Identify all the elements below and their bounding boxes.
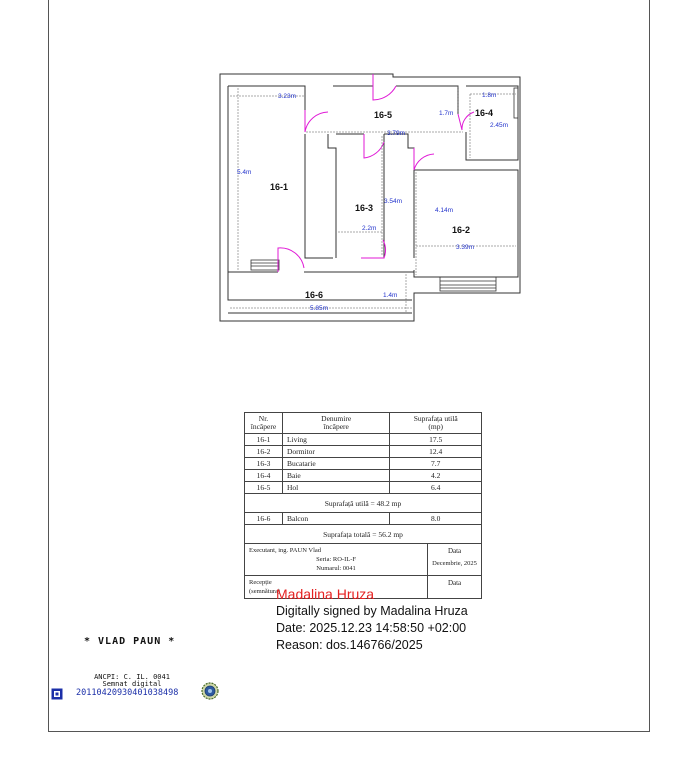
dim-bedroom-width: 3.39m [456,244,475,251]
row-nr: 16-1 [245,434,283,446]
receptie-line1: Recepție [249,579,272,586]
row-name: Baie [282,470,389,482]
row-name: Hol [282,482,389,494]
useful-total-row [245,494,482,513]
living-kitchen-wall [305,134,333,258]
dim-hall-width: 3.79m [387,130,406,137]
floor-plan [218,72,522,324]
table-row [245,446,482,458]
hall-top-wall [333,86,373,94]
balcony-door-living [278,248,304,272]
executant-cell [245,544,428,576]
executant-data-value: Decembrie, 2025 [432,560,477,567]
signature-line-1: Digitally signed by Madalina Hruza [276,604,468,618]
row-nr: 16-4 [245,470,283,482]
receptie-data-cell [428,576,482,599]
signature-reason: Reason: dos.146766/2025 [276,638,423,652]
table-row [245,434,482,446]
executant-line3: Numarul: 0041 [316,565,356,572]
row-name: Dormitor [282,446,389,458]
bedroom-walls [414,170,518,277]
row-name: Bucatarie [282,458,389,470]
row-nr: 16-5 [245,482,283,494]
table-row [245,470,482,482]
signer-name: Madalina Hruza [276,586,375,602]
dim-bedroom-height: 4.14m [435,207,454,214]
living-inner-wall [228,86,278,272]
signed-digital-line: Semnat digital [102,680,162,688]
stamp-name: * VLAD PAUN * [84,636,176,647]
dim-bath-height: 2.45m [490,122,509,129]
signature-date: Date: 2025.12.23 14:58:50 +02:00 [276,621,467,635]
header-area [390,413,482,434]
area-table [244,412,482,599]
header-nr [245,413,283,434]
kitchen-door [364,134,384,158]
header-area-text: Suprafața utilă (mp) [413,414,458,431]
row-name: Living [282,434,389,446]
dim-kitchen-height: 3.54m [384,198,403,205]
kitchen-right-wall [384,134,414,258]
receptie-line2: (semnătura) [249,588,281,595]
room-label-16-4: 16-4 [475,108,494,118]
room-label-16-5: 16-5 [374,110,393,120]
receptie-data-label: Data [447,579,462,587]
row-area: 8.0 [390,513,482,525]
table-row [245,482,482,494]
table-row [245,458,482,470]
header-nr-text: Nr. încăpere [250,414,277,431]
executant-data-label: Data [447,547,462,555]
dim-living-height: 5.4m [237,169,252,176]
room-label-16-2: 16-2 [452,225,471,235]
executant-line1: Executant, ing. PAUN Vlad [249,547,322,554]
row-nr: 16-2 [245,446,283,458]
row-name: Balcon [282,513,389,525]
row-area: 7.7 [390,458,482,470]
row-area: 17.5 [390,434,482,446]
certificate-square-icon [51,688,63,700]
dim-balcony-depth: 1.4m [383,292,398,299]
dim-living-width: 3.23m [278,93,297,100]
table-row-balcony [245,513,482,525]
ancpi-block [84,674,180,688]
row-nr: 16-6 [245,513,283,525]
seal-icon [201,682,219,700]
dim-kitchen-width: 2.2m [362,225,377,232]
executant-row [245,544,482,576]
executant-data-cell [428,544,482,576]
stamp-code: 20110420930401038498 [76,688,179,698]
bath-window [514,88,518,118]
table-header [245,413,482,434]
ancpi-line: ANCPI: C. IL. 0041 [94,673,170,681]
header-name [282,413,389,434]
bath-door [458,112,474,130]
living-window [251,260,279,270]
bedroom-window [440,277,496,291]
row-nr: 16-3 [245,458,283,470]
row-area: 6.4 [390,482,482,494]
dim-balcony-width: 5.85m [310,305,329,312]
executant-line2: Seria: RO-IL-F [316,556,356,563]
dim-hall-depth: 1.7m [439,110,454,117]
dim-bath-width: 1.8m [482,92,497,99]
row-area: 12.4 [390,446,482,458]
grand-total-row [245,525,482,544]
living-door [305,110,328,132]
entrance-door [373,74,396,100]
grand-total: Suprafața totală = 56.2 mp [245,525,482,544]
row-area: 4.2 [390,470,482,482]
room-label-16-6: 16-6 [305,290,324,300]
bedroom-door [414,148,434,170]
header-name-text: Denumire încăpere [321,414,352,431]
room-label-16-1: 16-1 [270,182,289,192]
useful-total: Suprafață utilă = 48.2 mp [245,494,482,513]
kitchen-left-wall [328,134,336,258]
room-label-16-3: 16-3 [355,203,374,213]
